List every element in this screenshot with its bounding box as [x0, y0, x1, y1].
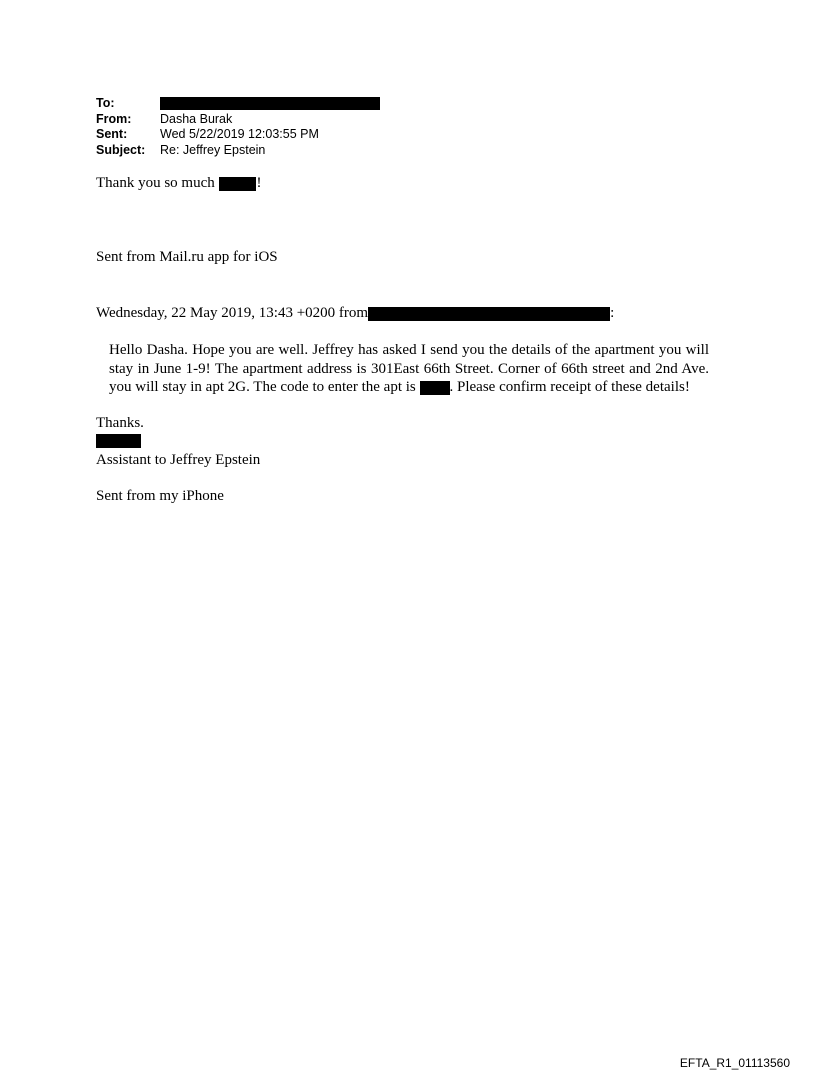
to-label: To: — [96, 96, 115, 110]
quoted-intro — [96, 304, 614, 322]
redaction-block — [96, 434, 141, 448]
email-header — [96, 96, 380, 158]
quoted-body-part1: Hello Dasha. Hope you are well. Jeffrey has asked I send you the details of the apartment you will stay in June 1-9! The apartment address is 301East 66th Street. Corner of 66th street and 2nd Ave. you will stay in apt 2G. The code to enter the apt is — [109, 342, 709, 395]
sent-value: Wed 5/22/2019 12:03:55 PM — [160, 127, 319, 141]
redaction-block — [219, 177, 256, 191]
sent-label: Sent: — [96, 127, 128, 141]
quoted-signature: Sent from my iPhone — [96, 488, 224, 504]
redaction-block — [160, 97, 380, 110]
reply-thanks — [96, 174, 261, 192]
from-label: From: — [96, 111, 132, 126]
redaction-block — [368, 307, 610, 321]
subject-label: Subject: — [96, 142, 146, 157]
subject-value: Re: Jeffrey Epstein — [160, 142, 266, 157]
quoted-closing: Thanks. — [96, 415, 144, 431]
from-value: Dasha Burak — [160, 111, 233, 126]
from-row — [96, 112, 380, 128]
redaction-block — [420, 381, 450, 395]
sent-row — [96, 127, 380, 143]
reply-thanks-end: ! — [256, 175, 262, 191]
document-id: EFTA_R1_01113560 — [679, 1056, 790, 1070]
subject-row — [96, 143, 380, 159]
quoted-intro-end: : — [610, 305, 615, 321]
reply-thanks-text: Thank you so much — [96, 175, 215, 191]
to-value — [160, 96, 380, 112]
quoted-sender-title: Assistant to Jeffrey Epstein — [96, 452, 261, 468]
quoted-intro-text: Wednesday, 22 May 2019, 13:43 +0200 from — [96, 305, 369, 321]
quoted-body-part2: . Please confirm receipt of these details! — [449, 379, 690, 395]
quoted-message-body — [109, 341, 709, 397]
reply-signature: Sent from Mail.ru app for iOS — [96, 249, 278, 265]
to-row — [96, 96, 380, 112]
